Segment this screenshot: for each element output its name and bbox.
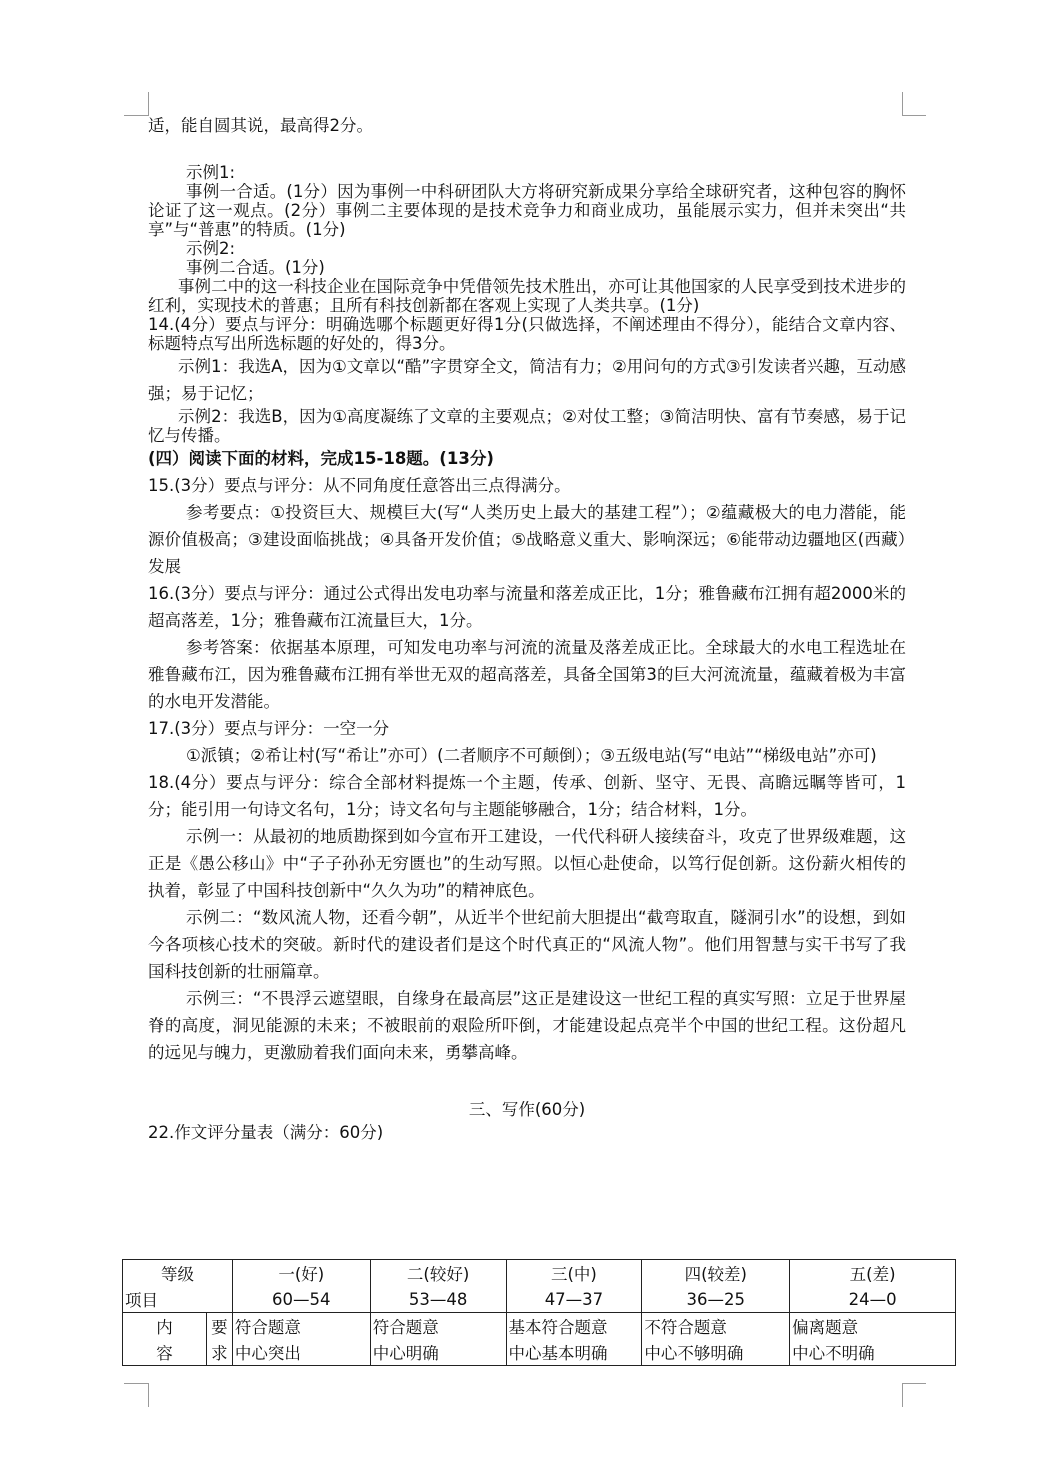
- requirement-cell: 中心突出: [232, 1339, 370, 1366]
- requirement-label-top: 要: [206, 1313, 232, 1340]
- question-14-scoring: 14.(4分）要点与评分：明确选哪个标题更好得1分(只做选择，不阐述理由不得分），能结合文章内容、标题特点写出所选标题的好处的，得3分。: [148, 315, 906, 353]
- example-2-label: 示例2:: [186, 239, 236, 258]
- question-18-example-1: 示例一：从最初的地质勘探到如今宣布开工建设，一代代科研人接续奋斗，攻克了世界级难题，这正是《愚公移山》中“子子孙孙无穷匮也”的生动写照。以恒心赴使命，以笃行促创新。这份薪火相传的执着，彰显了中国科技创新中“久久为功”的精神底色。: [148, 827, 906, 900]
- requirement-cell: 符合题意: [232, 1313, 370, 1340]
- example-1-label: 示例1:: [186, 163, 236, 182]
- essay-scoring-table: [122, 1259, 956, 1366]
- table-row-grades: [123, 1260, 956, 1287]
- table-row-content-2: [123, 1339, 956, 1366]
- requirement-cell: 不符合题意: [642, 1313, 790, 1340]
- question-14-example-2: 示例2：我选B，因为①高度凝练了文章的主要观点；②对仗工整；③简洁明快、富有节奏感，易于记忆与传播。: [148, 407, 906, 445]
- requirement-cell: 基本符合题意: [506, 1313, 642, 1340]
- requirement-cell: 偏离题意: [790, 1313, 956, 1340]
- example-1-text: 事例一合适。(1分）因为事例一中科研团队大方将研究新成果分享给全球研究者，这种包容的胸怀论证了这一观点。(2分）事例二主要体现的是技术竞争力和商业成功，虽能展示实力，但并未突出“共享”与“普惠”的特质。(1分): [148, 182, 906, 239]
- grade-cell: 四(较差): [642, 1260, 790, 1287]
- paragraph-continued: 适，能自圆其说，最高得2分。: [148, 116, 373, 135]
- table-corner-item: 项目: [123, 1286, 233, 1313]
- example-2-verdict: 事例二合适。(1分): [186, 258, 325, 277]
- example-2-text: 事例二中的这一科技企业在国际竞争中凭借领先技术胜出，亦可让其他国家的人民享受到技术进步的红利，实现技术的普惠；且所有科技创新都在客观上实现了人类共享。(1分): [148, 277, 906, 315]
- range-cell: 60—54: [232, 1286, 370, 1313]
- range-cell: 24—0: [790, 1286, 956, 1313]
- essay-rubric-caption: 22.作文评分量表（满分：60分): [148, 1123, 384, 1142]
- requirement-cell: 中心基本明确: [506, 1339, 642, 1366]
- content-label-top: 内: [123, 1313, 207, 1340]
- range-cell: 47—37: [506, 1286, 642, 1313]
- answer-key-body: [148, 112, 906, 1142]
- grade-cell: 一(好): [232, 1260, 370, 1287]
- question-18-scoring: 18.(4分）要点与评分：综合全部材料提炼一个主题，传承、创新、坚守、无畏、高瞻远瞩等皆可，1分；能引用一句诗文名句，1分；诗文名句与主题能够融合，1分；结合材料，1分。: [148, 773, 906, 819]
- table-row-content-1: [123, 1313, 956, 1340]
- question-18-example-3: 示例三：“不畏浮云遮望眼，自缘身在最高层”这正是建设这一世纪工程的真实写照：立足于世界屋脊的高度，洞见能源的未来；不被眼前的艰险所吓倒，才能建设起点亮半个中国的世纪工程。这份超凡的远见与魄力，更激励着我们面向未来，勇攀高峰。: [148, 989, 906, 1062]
- question-16-scoring: 16.(3分）要点与评分：通过公式得出发电功率与流量和落差成正比，1分；雅鲁藏布江拥有超2000米的超高落差，1分；雅鲁藏布江流量巨大，1分。: [148, 584, 906, 630]
- question-16-reference: 参考答案：依据基本原理，可知发电功率与河流的流量及落差成正比。全球最大的水电工程选址在雅鲁藏布江，因为雅鲁藏布江拥有举世无双的超高落差，具备全国第3的巨大河流流量，蕴藏着极为丰富的水电开发潜能。: [148, 638, 906, 711]
- grade-cell: 五(差): [790, 1260, 956, 1287]
- question-15-scoring: 15.(3分）要点与评分：从不同角度任意答出三点得满分。: [148, 476, 571, 495]
- range-cell: 36—25: [642, 1286, 790, 1313]
- content-label-bottom: 容: [123, 1339, 207, 1366]
- requirement-label-bottom: 求: [206, 1339, 232, 1366]
- question-17-answer: ①派镇；②希让村(写“希让”亦可）(二者顺序不可颠倒）；③五级电站(写“电站”“梯级电站”亦可): [186, 746, 877, 765]
- requirement-cell: 中心明确: [370, 1339, 506, 1366]
- requirement-cell: 符合题意: [370, 1313, 506, 1340]
- range-cell: 53—48: [370, 1286, 506, 1313]
- question-14-example-1: 示例1：我选A，因为①文章以“酷”字贯穿全文，简洁有力；②用问句的方式③引发读者兴趣，互动感强；易于记忆；: [148, 357, 906, 403]
- section-4-heading: (四）阅读下面的材料，完成15-18题。(13分): [148, 449, 494, 468]
- question-15-reference: 参考要点：①投资巨大、规模巨大(写“人类历史上最大的基建工程”）；②蕴藏极大的电力潜能，能源价值极高；③建设面临挑战；④具备开发价值；⑤战略意义重大、影响深远；⑥能带动边疆地区(西藏）发展: [148, 503, 906, 576]
- grade-cell: 二(较好): [370, 1260, 506, 1287]
- table-corner-grade: 等级: [123, 1260, 233, 1287]
- section-3-heading: 三、写作(60分): [468, 1100, 586, 1119]
- question-17-scoring: 17.(3分）要点与评分：一空一分: [148, 719, 390, 738]
- requirement-cell: 中心不明确: [790, 1339, 956, 1366]
- question-18-example-2: 示例二：“数风流人物，还看今朝”，从近半个世纪前大胆提出“截弯取直，隧洞引水”的设想，到如今各项核心技术的突破。新时代的建设者们是这个时代真正的“风流人物”。他们用智慧与实干书写了我国科技创新的壮丽篇章。: [148, 908, 906, 981]
- grade-cell: 三(中): [506, 1260, 642, 1287]
- table-row-ranges: [123, 1286, 956, 1313]
- requirement-cell: 中心不够明确: [642, 1339, 790, 1366]
